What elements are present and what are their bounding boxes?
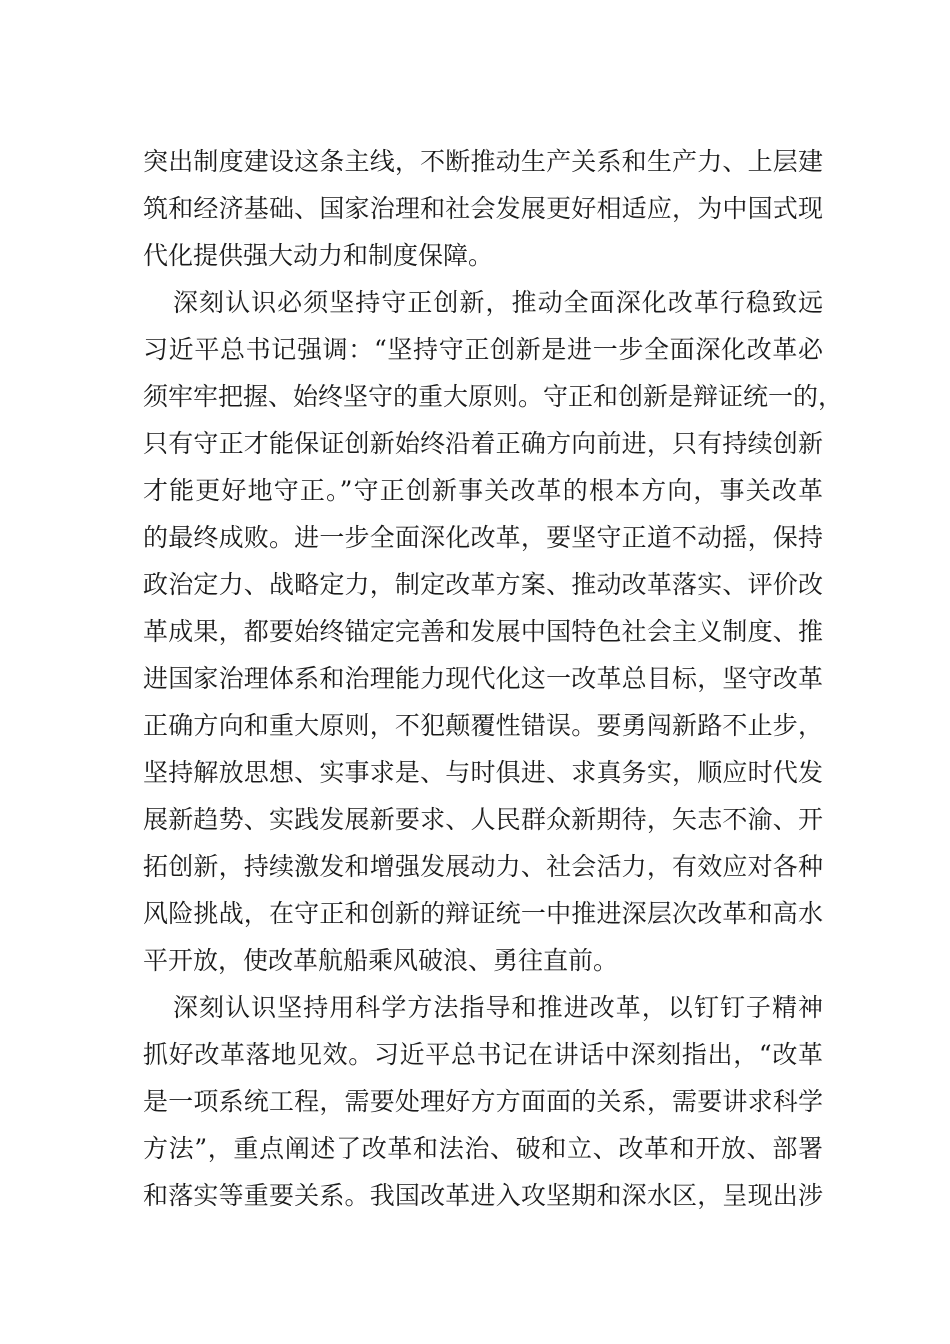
text-line-6: 须牢牢把握、始终坚守的重大原则。守正和创新是辩证统一的， (143, 382, 844, 411)
paragraph-heading-2: 深刻认识坚持用科学方法指导和推进改革，以钉钉子精神 (173, 993, 823, 1022)
text-line-21: 是一项系统工程，需要处理好方方面面的关系，需要讲求科学 (143, 1087, 823, 1116)
text-line-1: 突出制度建设这条主线，不断推动生产关系和生产力、上层建 (143, 147, 823, 176)
text-line-3: 代化提供强大动力和制度保障。 (143, 241, 494, 270)
text-line-20: 抓好改革落地见效。习近平总书记在讲话中深刻指出，“改革 (143, 1040, 823, 1069)
text-line-11: 革成果，都要始终锚定完善和发展中国特色社会主义制度、推 (143, 617, 823, 646)
paragraph-heading-1: 深刻认识必须坚持守正创新，推动全面深化改革行稳致远 (173, 288, 823, 317)
text-line-15: 展新趋势、实践发展新要求、人民群众新期待，矢志不渝、开 (143, 805, 823, 834)
text-line-14: 坚持解放思想、实事求是、与时俱进、求真务实，顺应时代发 (143, 758, 823, 787)
text-line-13: 正确方向和重大原则，不犯颠覆性错误。要勇闯新路不止步， (143, 711, 823, 740)
text-line-7: 只有守正才能保证创新始终沿着正确方向前进，只有持续创新 (143, 429, 823, 458)
text-line-12: 进国家治理体系和治理能力现代化这一改革总目标，坚守改革 (143, 664, 823, 693)
text-line-23: 和落实等重要关系。我国改革进入攻坚期和深水区，呈现出涉 (143, 1181, 823, 1210)
text-line-22: 方法”，重点阐述了改革和法治、破和立、改革和开放、部署 (143, 1134, 823, 1163)
text-line-10: 政治定力、战略定力，制定改革方案、推动改革落实、评价改 (143, 570, 823, 599)
text-line-18: 平开放，使改革航船乘风破浪、勇往直前。 (143, 946, 619, 975)
text-line-8: 才能更好地守正。”守正创新事关改革的根本方向，事关改革 (143, 476, 823, 505)
text-line-17: 风险挑战，在守正和创新的辩证统一中推进深层次改革和高水 (143, 899, 823, 928)
text-line-9: 的最终成败。进一步全面深化改革，要坚守正道不动摇，保持 (143, 523, 823, 552)
text-line-2: 筑和经济基础、国家治理和社会发展更好相适应，为中国式现 (143, 194, 823, 223)
text-line-16: 拓创新，持续激发和增强发展动力、社会活力，有效应对各种 (143, 852, 823, 881)
text-line-5: 习近平总书记强调：“坚持守正创新是进一步全面深化改革必 (143, 335, 823, 364)
